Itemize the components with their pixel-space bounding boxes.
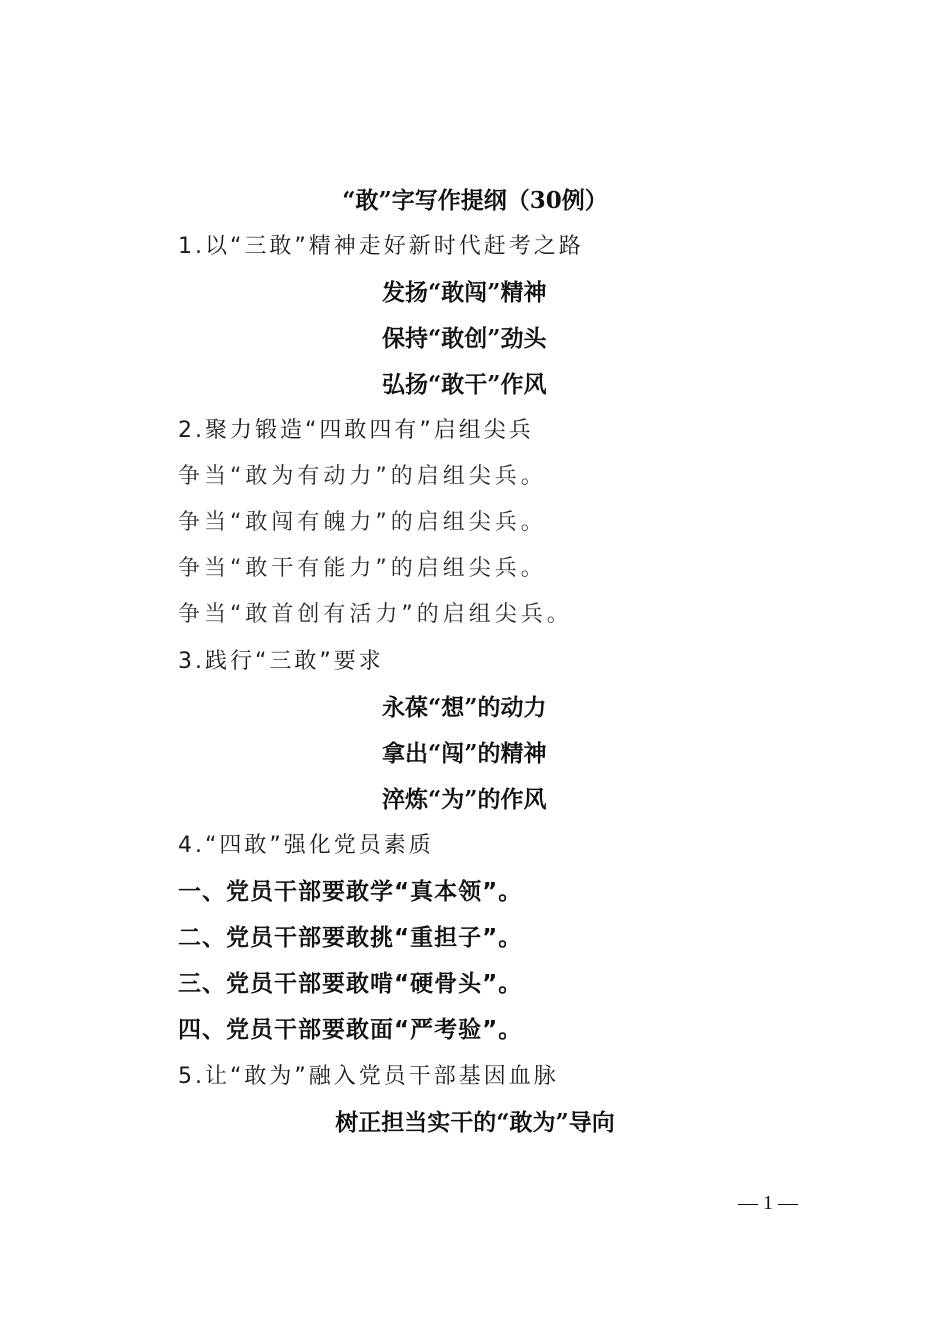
subpoint-2-4: 争当“敢首创有活力”的启组尖兵。 <box>178 602 573 627</box>
subpoint-2-3: 争当“敢干有能力”的启组尖兵。 <box>178 556 547 581</box>
subpoint-4-2: 二、党员干部要敢挑“重担子”。 <box>178 925 523 951</box>
subpoint-3-1: 永葆“想”的动力 <box>382 694 547 721</box>
subpoint-5-1: 树正担当实干的“敢为”导向 <box>335 1109 615 1136</box>
subpoint-1-2: 保持“敢创”劲头 <box>382 325 547 352</box>
page-number: — 1 — <box>738 1192 798 1214</box>
subpoint-1-3: 弘扬“敢干”作风 <box>382 371 547 398</box>
subpoint-2-1: 争当“敢为有动力”的启组尖兵。 <box>178 464 547 489</box>
section-heading-1: 1.以“三敢”精神走好新时代赶考之路 <box>178 234 584 259</box>
subpoint-4-1: 一、党员干部要敢学“真本领”。 <box>178 879 523 905</box>
section-heading-5: 5.让“敢为”融入党员干部基因血脉 <box>178 1064 559 1089</box>
document-title: “敢”字写作提纲（30例） <box>342 187 608 214</box>
subpoint-1-1: 发扬“敢闯”精神 <box>382 279 547 306</box>
subpoint-3-2: 拿出“闯”的精神 <box>382 740 547 767</box>
subpoint-4-3: 三、党员干部要敢啃“硬骨头”。 <box>178 971 523 997</box>
section-heading-3: 3.践行“三敢”要求 <box>178 649 384 674</box>
subpoint-2-2: 争当“敢闯有魄力”的启组尖兵。 <box>178 510 547 535</box>
subpoint-3-3: 淬炼“为”的作风 <box>382 786 547 813</box>
subpoint-4-4: 四、党员干部要敢面“严考验”。 <box>178 1017 523 1043</box>
section-heading-2: 2.聚力锻造“四敢四有”启组尖兵 <box>178 418 534 443</box>
section-heading-4: 4.“四敢”强化党员素质 <box>178 833 434 858</box>
